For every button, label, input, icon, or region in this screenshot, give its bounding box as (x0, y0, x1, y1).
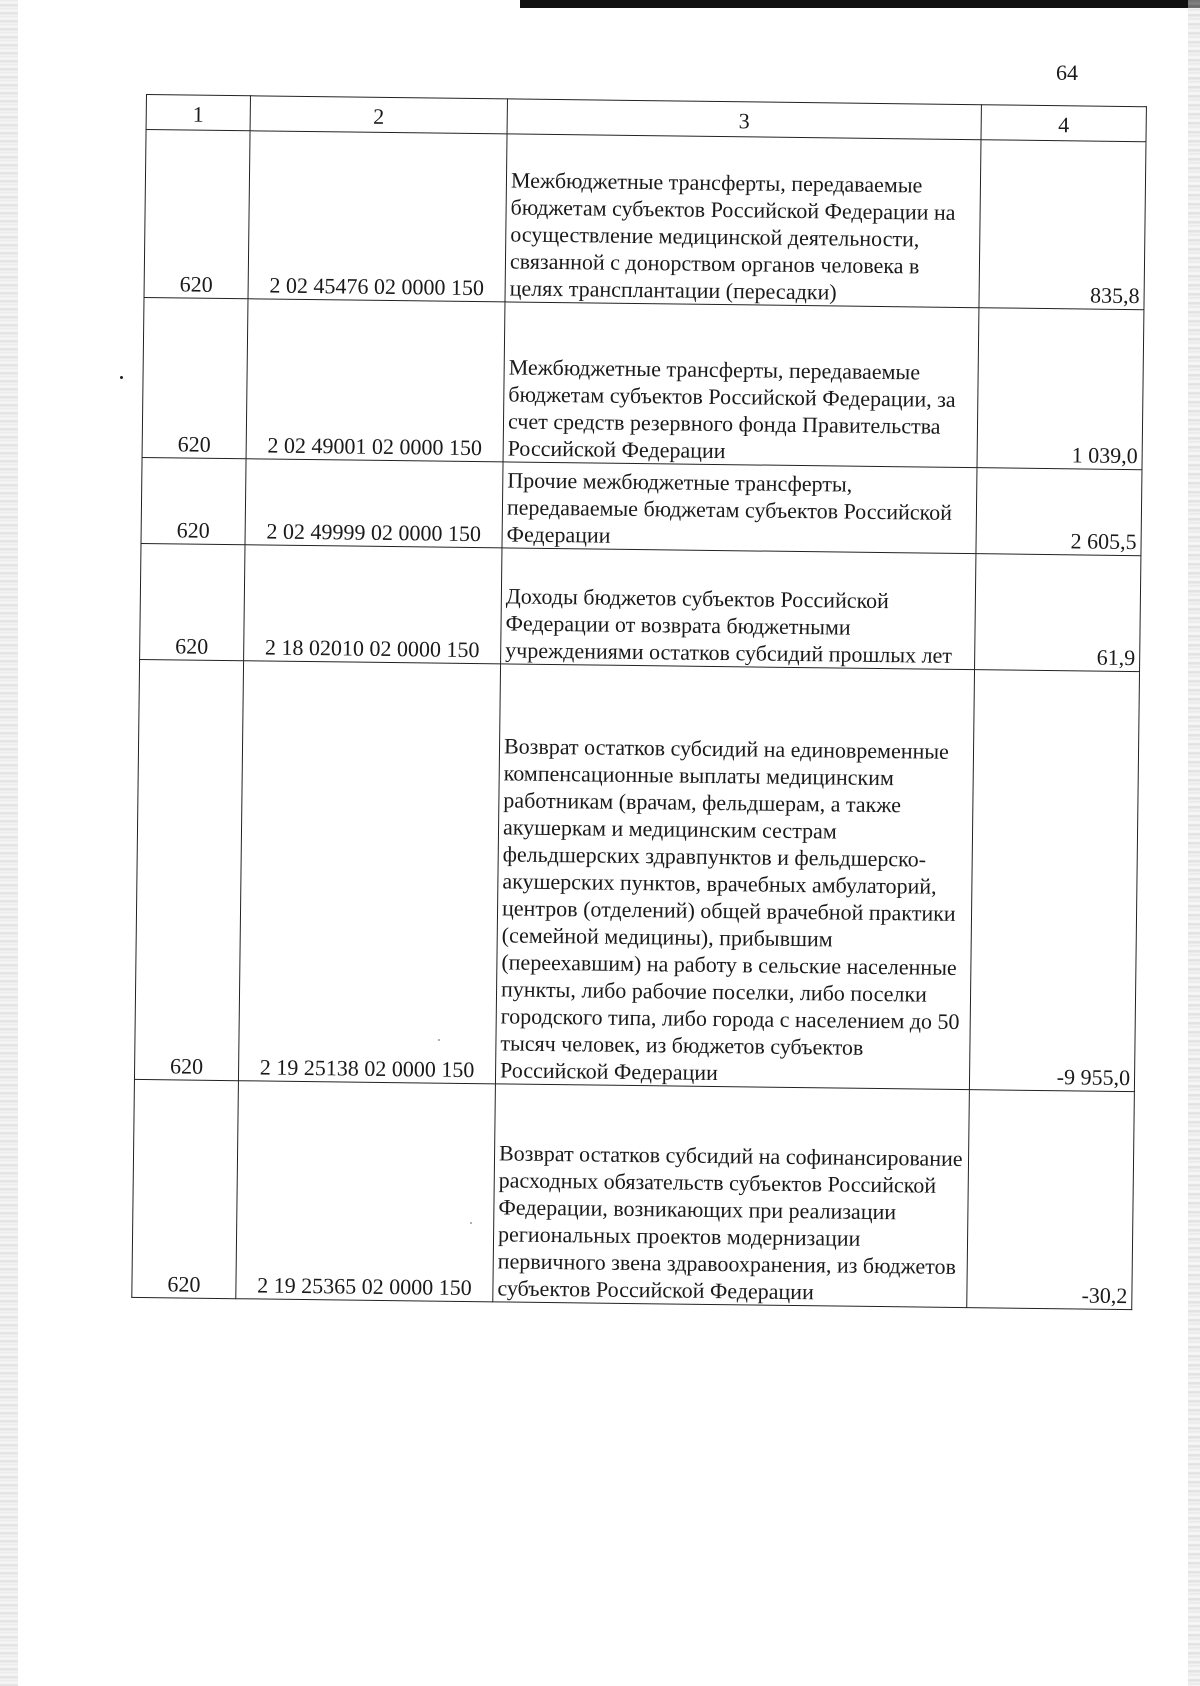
amount-cell: 61,9 (975, 554, 1141, 672)
table-row (140, 543, 1141, 671)
amount-cell: 835,8 (979, 140, 1146, 310)
budget-code-cell: 2 19 25365 02 0000 150 (236, 1081, 496, 1302)
column-header-4: 4 (981, 105, 1146, 142)
table-row (141, 457, 1142, 555)
revenue-name-cell: Возврат остатков субсидий на единовременные компенсационные выплаты медицинским работникам (врачам, фельдшерам, а также акушеркам и медицинским сестрам фельдшерских здравпунктов и фельдшерско-акушерских пунктов, врачебных амбулаторий, центров (отделений) общей врачебной практики (семейной медицины), прибывшим (переехавшим) на работу в сельские населенные пункты, либо рабочие поселки, либо поселки городского типа, либо города с населением до 50 тысяч человек, из бюджетов субъектов Российской Федерации (495, 664, 974, 1090)
admin-code-cell: 620 (142, 297, 248, 458)
column-header-2: 2 (250, 96, 507, 134)
scan-top-edge (520, 0, 1200, 8)
budget-code-cell: 2 02 49999 02 0000 150 (245, 459, 503, 548)
table-row (134, 659, 1139, 1091)
scan-left-edge (0, 0, 18, 1686)
amount-cell: 1 039,0 (977, 308, 1144, 470)
admin-code-cell: 620 (134, 659, 243, 1080)
revenue-name-cell: Прочие межбюджетные трансферты, передаваемые бюджетам субъектов Российской Федерации (502, 462, 977, 554)
revenue-name-cell: Межбюджетные трансферты, передаваемые бюджетам субъектов Российской Федерации на осуществление медицинской деятельности, связанной с донорством органов человека в целях трансплантации (пересадки) (505, 134, 981, 308)
budget-code-cell: 2 02 45476 02 0000 150 (248, 131, 507, 302)
revenue-name-cell: Межбюджетные трансферты, передаваемые бюджетам субъектов Российской Федерации, за счет средств резервного фонда Правительства Российской Федерации (503, 302, 979, 468)
table-row (144, 130, 1146, 310)
amount-cell: -9 955,0 (969, 670, 1139, 1092)
admin-code-cell: 620 (144, 130, 250, 299)
revenue-name-cell: Доходы бюджетов субъектов Российской Федерации от возврата бюджетными учреждениями остатков субсидий прошлых лет (501, 548, 976, 670)
scan-right-edge (1188, 0, 1200, 1686)
column-header-1: 1 (146, 95, 250, 131)
amount-cell: -30,2 (967, 1090, 1135, 1310)
admin-code-cell: 620 (132, 1079, 239, 1298)
admin-code-cell: 620 (141, 457, 246, 544)
budget-code-cell: 2 18 02010 02 0000 150 (244, 545, 502, 664)
page-number: 64 (1056, 60, 1078, 85)
revenue-name-cell: Возврат остатков субсидий на софинансирование расходных обязательств субъектов Российской Федерации, возникающих при реализации региональных проектов модернизации первичного звена здравоохранения, из бюджетов субъектов Российской Федерации (493, 1084, 970, 1308)
budget-code-cell: 2 19 25138 02 0000 150 (238, 661, 500, 1084)
table-row (132, 1079, 1135, 1309)
budget-revenue-table (131, 94, 1147, 1310)
column-header-3: 3 (507, 99, 981, 140)
table-row (142, 297, 1144, 469)
amount-cell: 2 605,5 (976, 468, 1142, 556)
admin-code-cell: 620 (140, 543, 245, 660)
scan-speck (120, 376, 123, 379)
budget-code-cell: 2 02 49001 02 0000 150 (246, 299, 505, 462)
